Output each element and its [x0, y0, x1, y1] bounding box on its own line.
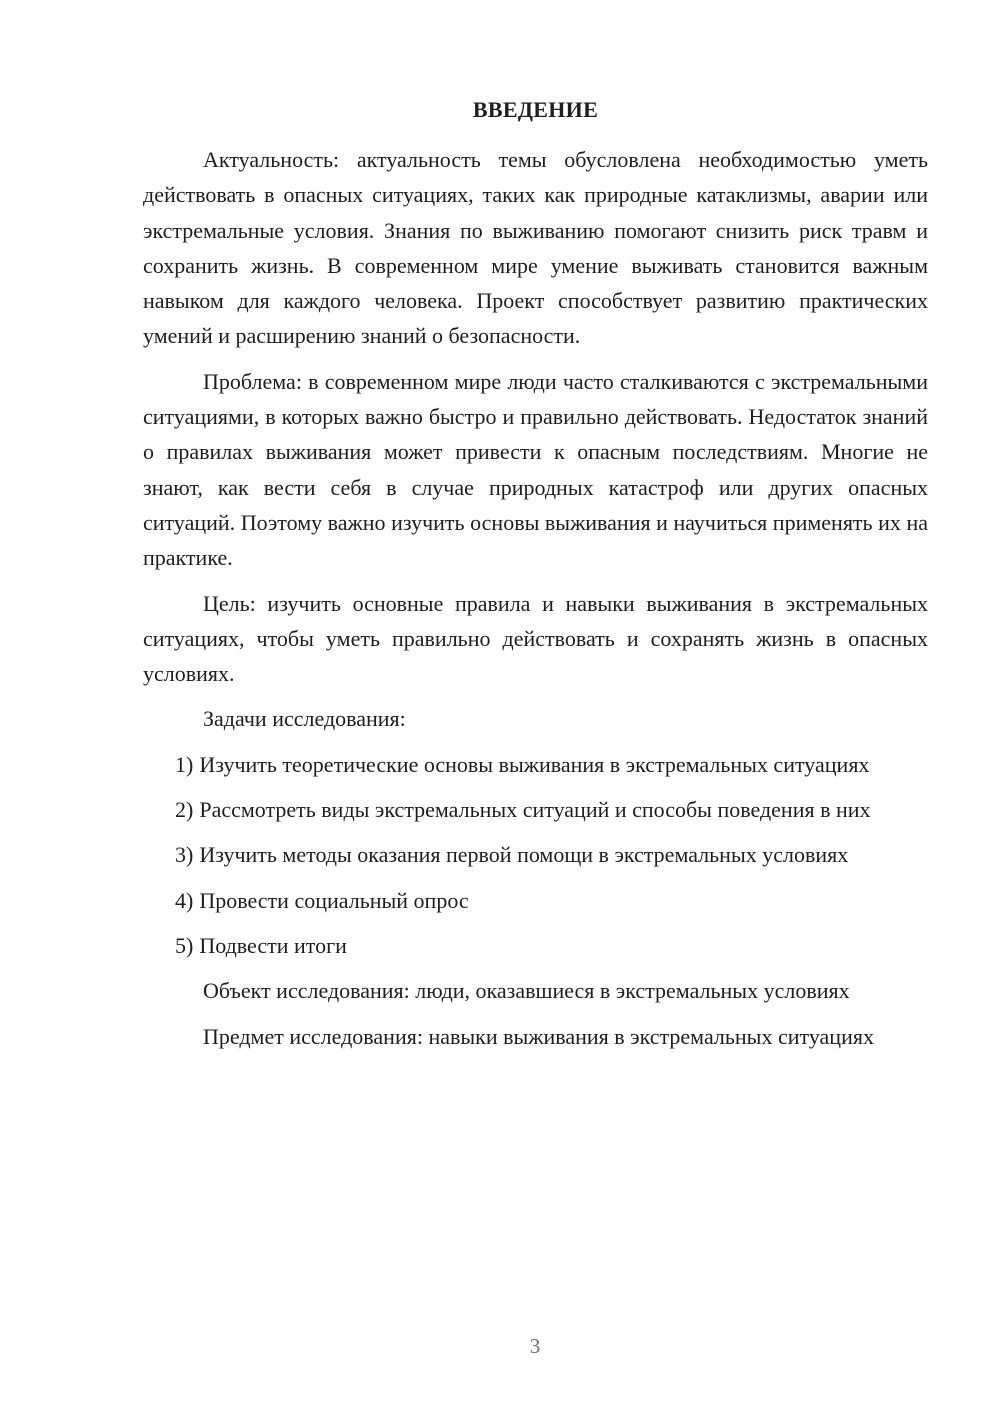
list-item-text: Изучить методы оказания первой помощи в экстремальных условиях	[199, 842, 849, 868]
list-item-number: 3)	[175, 842, 194, 868]
list-item	[143, 928, 928, 963]
list-item	[143, 792, 928, 827]
list-item-number: 4)	[175, 887, 194, 913]
page-number: 3	[529, 1334, 541, 1358]
list-item-number: 1)	[175, 751, 194, 777]
tasks-list	[143, 747, 928, 963]
page-content	[143, 95, 928, 1064]
object-paragraph: Объект исследования: люди, оказавшиеся в экстремальных условиях	[203, 978, 850, 1004]
goal-paragraph: Цель: изучить основные правила и навыки выживания в экстремальных ситуациях, чтобы уметь правильно действовать и сохранять жизнь в опасных условиях.	[143, 590, 928, 687]
list-item	[143, 837, 928, 872]
list-item	[143, 747, 928, 782]
list-item-number: 5)	[175, 932, 194, 958]
problem-paragraph: Проблема: в современном мире люди часто сталкиваются с экстремальными ситуациями, в которых важно быстро и правильно действовать. Недостаток знаний о правилах выживания может привести к опасным последствиям. Многие не знают, как вести себя в случае природных катастроф или других опасных ситуаций. Поэтому важно изучить основы выживания и научиться применять их на практике.	[143, 368, 928, 571]
list-item-text: Провести социальный опрос	[199, 887, 469, 913]
subject-paragraph: Предмет исследования: навыки выживания в экстремальных ситуациях	[203, 1023, 874, 1049]
list-item	[143, 883, 928, 918]
list-item-text: Рассмотреть виды экстремальных ситуаций и способы поведения в них	[199, 797, 871, 823]
list-item-text: Изучить теоретические основы выживания в экстремальных ситуациях	[199, 751, 870, 777]
list-item-text: Подвести итоги	[199, 932, 347, 958]
list-item-number: 2)	[175, 797, 194, 823]
section-heading: ВВЕДЕНИЕ	[472, 97, 599, 122]
relevance-paragraph: Актуальность: актуальность темы обусловлена необходимостью уметь действовать в опасных ситуациях, таких как природные катаклизмы, аварии или экстремальные условия. Знания по выживанию помогают снизить риск травм и сохранить жизнь. В современном мире умение выживать становится важным навыком для каждого человека. Проект способствует развитию практических умений и расширению знаний о безопасности.	[143, 147, 928, 349]
tasks-heading: Задачи исследования:	[203, 706, 406, 732]
